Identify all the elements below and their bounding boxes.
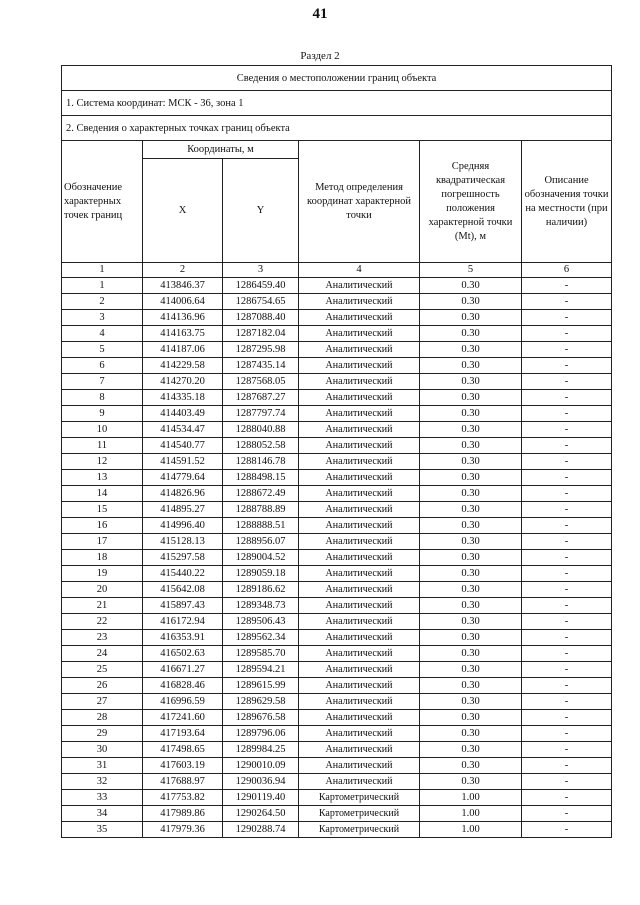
table-banner: Сведения о местоположении границ объекта	[62, 66, 612, 91]
coord-y-cell: 1288956.07	[223, 534, 299, 550]
table-row	[62, 358, 612, 374]
coord-y-cell: 1287797.74	[223, 406, 299, 422]
error-mt-cell: 0.30	[420, 710, 522, 726]
coord-y-cell: 1289186.62	[223, 582, 299, 598]
coord-x-cell: 414163.75	[143, 326, 223, 342]
method-cell: Аналитический	[299, 534, 420, 550]
column-number: 6	[522, 263, 612, 278]
method-cell: Аналитический	[299, 646, 420, 662]
description-cell: -	[522, 630, 612, 646]
table-row	[62, 726, 612, 742]
description-cell: -	[522, 422, 612, 438]
coord-y-cell: 1286754.65	[223, 294, 299, 310]
table-row	[62, 758, 612, 774]
error-mt-cell: 0.30	[420, 470, 522, 486]
coord-x-cell: 417241.60	[143, 710, 223, 726]
method-cell: Аналитический	[299, 326, 420, 342]
header-y: Y	[223, 159, 299, 263]
point-number-cell: 35	[62, 822, 143, 838]
method-cell: Аналитический	[299, 630, 420, 646]
table-row	[62, 646, 612, 662]
table-row	[62, 806, 612, 822]
coord-x-cell: 417193.64	[143, 726, 223, 742]
point-number-cell: 6	[62, 358, 143, 374]
coord-x-cell: 415642.08	[143, 582, 223, 598]
method-cell: Аналитический	[299, 470, 420, 486]
coord-x-cell: 414136.96	[143, 310, 223, 326]
method-cell: Аналитический	[299, 406, 420, 422]
point-number-cell: 29	[62, 726, 143, 742]
point-number-cell: 14	[62, 486, 143, 502]
coord-x-cell: 414229.58	[143, 358, 223, 374]
method-cell: Картометрический	[299, 822, 420, 838]
point-number-cell: 26	[62, 678, 143, 694]
table-row	[62, 342, 612, 358]
table-row	[62, 790, 612, 806]
description-cell: -	[522, 710, 612, 726]
description-cell: -	[522, 822, 612, 838]
point-number-cell: 22	[62, 614, 143, 630]
method-cell: Аналитический	[299, 550, 420, 566]
description-cell: -	[522, 614, 612, 630]
point-number-cell: 10	[62, 422, 143, 438]
description-cell: -	[522, 358, 612, 374]
coord-x-cell: 414540.77	[143, 438, 223, 454]
table-row	[62, 582, 612, 598]
table-row	[62, 486, 612, 502]
error-mt-cell: 0.30	[420, 534, 522, 550]
table-row	[62, 374, 612, 390]
method-cell: Аналитический	[299, 518, 420, 534]
table-row	[62, 694, 612, 710]
coord-x-cell: 417498.65	[143, 742, 223, 758]
coord-y-cell: 1288788.89	[223, 502, 299, 518]
coord-x-cell: 414895.27	[143, 502, 223, 518]
error-mt-cell: 0.30	[420, 598, 522, 614]
coord-x-cell: 414270.20	[143, 374, 223, 390]
table-row	[62, 630, 612, 646]
column-number: 2	[143, 263, 223, 278]
table-row	[62, 502, 612, 518]
error-mt-cell: 0.30	[420, 390, 522, 406]
error-mt-cell: 0.30	[420, 454, 522, 470]
point-number-cell: 15	[62, 502, 143, 518]
coord-x-cell: 417603.19	[143, 758, 223, 774]
point-number-cell: 9	[62, 406, 143, 422]
error-mt-cell: 0.30	[420, 646, 522, 662]
description-cell: -	[522, 326, 612, 342]
table-row	[62, 742, 612, 758]
error-mt-cell: 0.30	[420, 678, 522, 694]
coord-y-cell: 1289004.52	[223, 550, 299, 566]
method-cell: Аналитический	[299, 486, 420, 502]
description-cell: -	[522, 310, 612, 326]
coord-x-cell: 414006.64	[143, 294, 223, 310]
coord-x-cell: 414187.06	[143, 342, 223, 358]
page-number: 41	[312, 6, 328, 22]
coord-y-cell: 1290010.09	[223, 758, 299, 774]
method-cell: Аналитический	[299, 774, 420, 790]
error-mt-cell: 0.30	[420, 502, 522, 518]
coord-x-cell: 413846.37	[143, 278, 223, 294]
coord-y-cell: 1289594.21	[223, 662, 299, 678]
coord-x-cell: 414591.52	[143, 454, 223, 470]
coord-y-cell: 1287435.14	[223, 358, 299, 374]
error-mt-cell: 1.00	[420, 822, 522, 838]
table-row	[62, 710, 612, 726]
table-row	[62, 550, 612, 566]
method-cell: Аналитический	[299, 438, 420, 454]
method-cell: Аналитический	[299, 342, 420, 358]
description-cell: -	[522, 678, 612, 694]
error-mt-cell: 0.30	[420, 326, 522, 342]
coord-y-cell: 1290288.74	[223, 822, 299, 838]
method-cell: Картометрический	[299, 790, 420, 806]
coord-x-cell: 415128.13	[143, 534, 223, 550]
point-number-cell: 20	[62, 582, 143, 598]
description-cell: -	[522, 694, 612, 710]
point-number-cell: 19	[62, 566, 143, 582]
description-cell: -	[522, 662, 612, 678]
coord-y-cell: 1288052.58	[223, 438, 299, 454]
description-cell: -	[522, 518, 612, 534]
coord-y-cell: 1287687.27	[223, 390, 299, 406]
point-number-cell: 34	[62, 806, 143, 822]
description-cell: -	[522, 502, 612, 518]
error-mt-cell: 0.30	[420, 438, 522, 454]
description-cell: -	[522, 582, 612, 598]
header-point-designation: Обозначение характерных точек границ	[62, 141, 143, 263]
header-method: Метод определения координат характерной точки	[299, 141, 420, 263]
method-cell: Аналитический	[299, 566, 420, 582]
description-cell: -	[522, 598, 612, 614]
error-mt-cell: 0.30	[420, 294, 522, 310]
table-row	[62, 662, 612, 678]
point-number-cell: 31	[62, 758, 143, 774]
method-cell: Аналитический	[299, 422, 420, 438]
method-cell: Аналитический	[299, 598, 420, 614]
table-row	[62, 278, 612, 294]
table-row	[62, 566, 612, 582]
error-mt-cell: 0.30	[420, 694, 522, 710]
description-cell: -	[522, 726, 612, 742]
description-cell: -	[522, 278, 612, 294]
description-cell: -	[522, 646, 612, 662]
error-mt-cell: 0.30	[420, 310, 522, 326]
point-number-cell: 5	[62, 342, 143, 358]
error-mt-cell: 1.00	[420, 790, 522, 806]
description-cell: -	[522, 550, 612, 566]
point-number-cell: 18	[62, 550, 143, 566]
error-mt-cell: 0.30	[420, 774, 522, 790]
coord-y-cell: 1290264.50	[223, 806, 299, 822]
coord-x-cell: 417753.82	[143, 790, 223, 806]
point-number-cell: 1	[62, 278, 143, 294]
coord-y-cell: 1288672.49	[223, 486, 299, 502]
method-cell: Аналитический	[299, 454, 420, 470]
table-row	[62, 534, 612, 550]
coord-x-cell: 416996.59	[143, 694, 223, 710]
method-cell: Аналитический	[299, 678, 420, 694]
coord-y-cell: 1289585.70	[223, 646, 299, 662]
method-cell: Аналитический	[299, 582, 420, 598]
table-row	[62, 310, 612, 326]
table-row	[62, 406, 612, 422]
point-number-cell: 12	[62, 454, 143, 470]
method-cell: Аналитический	[299, 358, 420, 374]
description-cell: -	[522, 534, 612, 550]
point-number-cell: 30	[62, 742, 143, 758]
coord-x-cell: 416353.91	[143, 630, 223, 646]
coord-x-cell: 416502.63	[143, 646, 223, 662]
point-number-cell: 16	[62, 518, 143, 534]
error-mt-cell: 0.30	[420, 742, 522, 758]
error-mt-cell: 0.30	[420, 662, 522, 678]
coord-x-cell: 415297.58	[143, 550, 223, 566]
coord-x-cell: 414403.49	[143, 406, 223, 422]
coord-x-cell: 414826.96	[143, 486, 223, 502]
coord-y-cell: 1289629.58	[223, 694, 299, 710]
description-cell: -	[522, 758, 612, 774]
point-number-cell: 21	[62, 598, 143, 614]
table-row	[62, 390, 612, 406]
point-number-cell: 23	[62, 630, 143, 646]
coord-x-cell: 417688.97	[143, 774, 223, 790]
description-cell: -	[522, 342, 612, 358]
coord-x-cell: 417989.86	[143, 806, 223, 822]
error-mt-cell: 1.00	[420, 806, 522, 822]
method-cell: Аналитический	[299, 726, 420, 742]
description-cell: -	[522, 566, 612, 582]
coord-y-cell: 1287568.05	[223, 374, 299, 390]
point-number-cell: 3	[62, 310, 143, 326]
coord-y-cell: 1289676.58	[223, 710, 299, 726]
points-section-line: 2. Сведения о характерных точках границ объекта	[62, 116, 612, 141]
error-mt-cell: 0.30	[420, 518, 522, 534]
coord-x-cell: 417979.36	[143, 822, 223, 838]
coord-y-cell: 1289506.43	[223, 614, 299, 630]
coord-y-cell: 1286459.40	[223, 278, 299, 294]
header-description: Описание обозначения точки на местности (при наличии)	[522, 141, 612, 263]
table-row	[62, 614, 612, 630]
coord-x-cell: 414335.18	[143, 390, 223, 406]
point-number-cell: 2	[62, 294, 143, 310]
error-mt-cell: 0.30	[420, 758, 522, 774]
table-row	[62, 774, 612, 790]
coord-x-cell: 416671.27	[143, 662, 223, 678]
column-number: 5	[420, 263, 522, 278]
coord-y-cell: 1287182.04	[223, 326, 299, 342]
point-number-cell: 25	[62, 662, 143, 678]
coord-x-cell: 416828.46	[143, 678, 223, 694]
column-numbers-row	[62, 263, 612, 278]
table-row	[62, 422, 612, 438]
error-mt-cell: 0.30	[420, 342, 522, 358]
coord-x-cell: 415440.22	[143, 566, 223, 582]
coord-y-cell: 1288498.15	[223, 470, 299, 486]
coord-y-cell: 1289796.06	[223, 726, 299, 742]
method-cell: Аналитический	[299, 614, 420, 630]
table-row	[62, 678, 612, 694]
description-cell: -	[522, 806, 612, 822]
table-row	[62, 598, 612, 614]
point-number-cell: 27	[62, 694, 143, 710]
description-cell: -	[522, 790, 612, 806]
description-cell: -	[522, 774, 612, 790]
error-mt-cell: 0.30	[420, 278, 522, 294]
description-cell: -	[522, 374, 612, 390]
method-cell: Аналитический	[299, 758, 420, 774]
coord-x-cell: 414534.47	[143, 422, 223, 438]
header-coordinates: Координаты, м	[143, 141, 299, 159]
coord-x-cell: 415897.43	[143, 598, 223, 614]
point-number-cell: 7	[62, 374, 143, 390]
method-cell: Аналитический	[299, 502, 420, 518]
method-cell: Аналитический	[299, 294, 420, 310]
point-number-cell: 24	[62, 646, 143, 662]
error-mt-cell: 0.30	[420, 566, 522, 582]
coord-y-cell: 1287295.98	[223, 342, 299, 358]
header-x: X	[143, 159, 223, 263]
coord-y-cell: 1288888.51	[223, 518, 299, 534]
coord-y-cell: 1288040.88	[223, 422, 299, 438]
coordinate-system-line: 1. Система координат: МСК - 36, зона 1	[62, 91, 612, 116]
column-number: 3	[223, 263, 299, 278]
description-cell: -	[522, 294, 612, 310]
coord-x-cell: 414779.64	[143, 470, 223, 486]
coord-y-cell: 1288146.78	[223, 454, 299, 470]
point-number-cell: 8	[62, 390, 143, 406]
description-cell: -	[522, 438, 612, 454]
point-number-cell: 33	[62, 790, 143, 806]
coord-y-cell: 1290036.94	[223, 774, 299, 790]
method-cell: Картометрический	[299, 806, 420, 822]
table-row	[62, 470, 612, 486]
point-rows	[62, 278, 612, 838]
column-number: 1	[62, 263, 143, 278]
error-mt-cell: 0.30	[420, 358, 522, 374]
method-cell: Аналитический	[299, 374, 420, 390]
boundary-points-table	[61, 65, 612, 838]
error-mt-cell: 0.30	[420, 422, 522, 438]
section-title: Раздел 2	[300, 50, 340, 62]
table-row	[62, 454, 612, 470]
point-number-cell: 13	[62, 470, 143, 486]
point-number-cell: 17	[62, 534, 143, 550]
description-cell: -	[522, 390, 612, 406]
coord-y-cell: 1289615.99	[223, 678, 299, 694]
table-row	[62, 326, 612, 342]
error-mt-cell: 0.30	[420, 550, 522, 566]
table-row	[62, 438, 612, 454]
point-number-cell: 32	[62, 774, 143, 790]
column-number: 4	[299, 263, 420, 278]
description-cell: -	[522, 742, 612, 758]
method-cell: Аналитический	[299, 278, 420, 294]
method-cell: Аналитический	[299, 694, 420, 710]
error-mt-cell: 0.30	[420, 726, 522, 742]
error-mt-cell: 0.30	[420, 582, 522, 598]
description-cell: -	[522, 470, 612, 486]
coord-y-cell: 1289059.18	[223, 566, 299, 582]
description-cell: -	[522, 406, 612, 422]
description-cell: -	[522, 454, 612, 470]
error-mt-cell: 0.30	[420, 374, 522, 390]
coord-y-cell: 1289348.73	[223, 598, 299, 614]
coord-y-cell: 1289984.25	[223, 742, 299, 758]
point-number-cell: 11	[62, 438, 143, 454]
error-mt-cell: 0.30	[420, 486, 522, 502]
header-error: Средняя квадратическая погрешность положения характерной точки (Mt), м	[420, 141, 522, 263]
method-cell: Аналитический	[299, 310, 420, 326]
description-cell: -	[522, 486, 612, 502]
table-row	[62, 294, 612, 310]
point-number-cell: 28	[62, 710, 143, 726]
coord-y-cell: 1287088.40	[223, 310, 299, 326]
coord-x-cell: 414996.40	[143, 518, 223, 534]
table-row	[62, 822, 612, 838]
coord-x-cell: 416172.94	[143, 614, 223, 630]
error-mt-cell: 0.30	[420, 630, 522, 646]
point-number-cell: 4	[62, 326, 143, 342]
table-row	[62, 518, 612, 534]
method-cell: Аналитический	[299, 662, 420, 678]
coord-y-cell: 1290119.40	[223, 790, 299, 806]
method-cell: Аналитический	[299, 390, 420, 406]
error-mt-cell: 0.30	[420, 406, 522, 422]
error-mt-cell: 0.30	[420, 614, 522, 630]
method-cell: Аналитический	[299, 742, 420, 758]
method-cell: Аналитический	[299, 710, 420, 726]
coord-y-cell: 1289562.34	[223, 630, 299, 646]
